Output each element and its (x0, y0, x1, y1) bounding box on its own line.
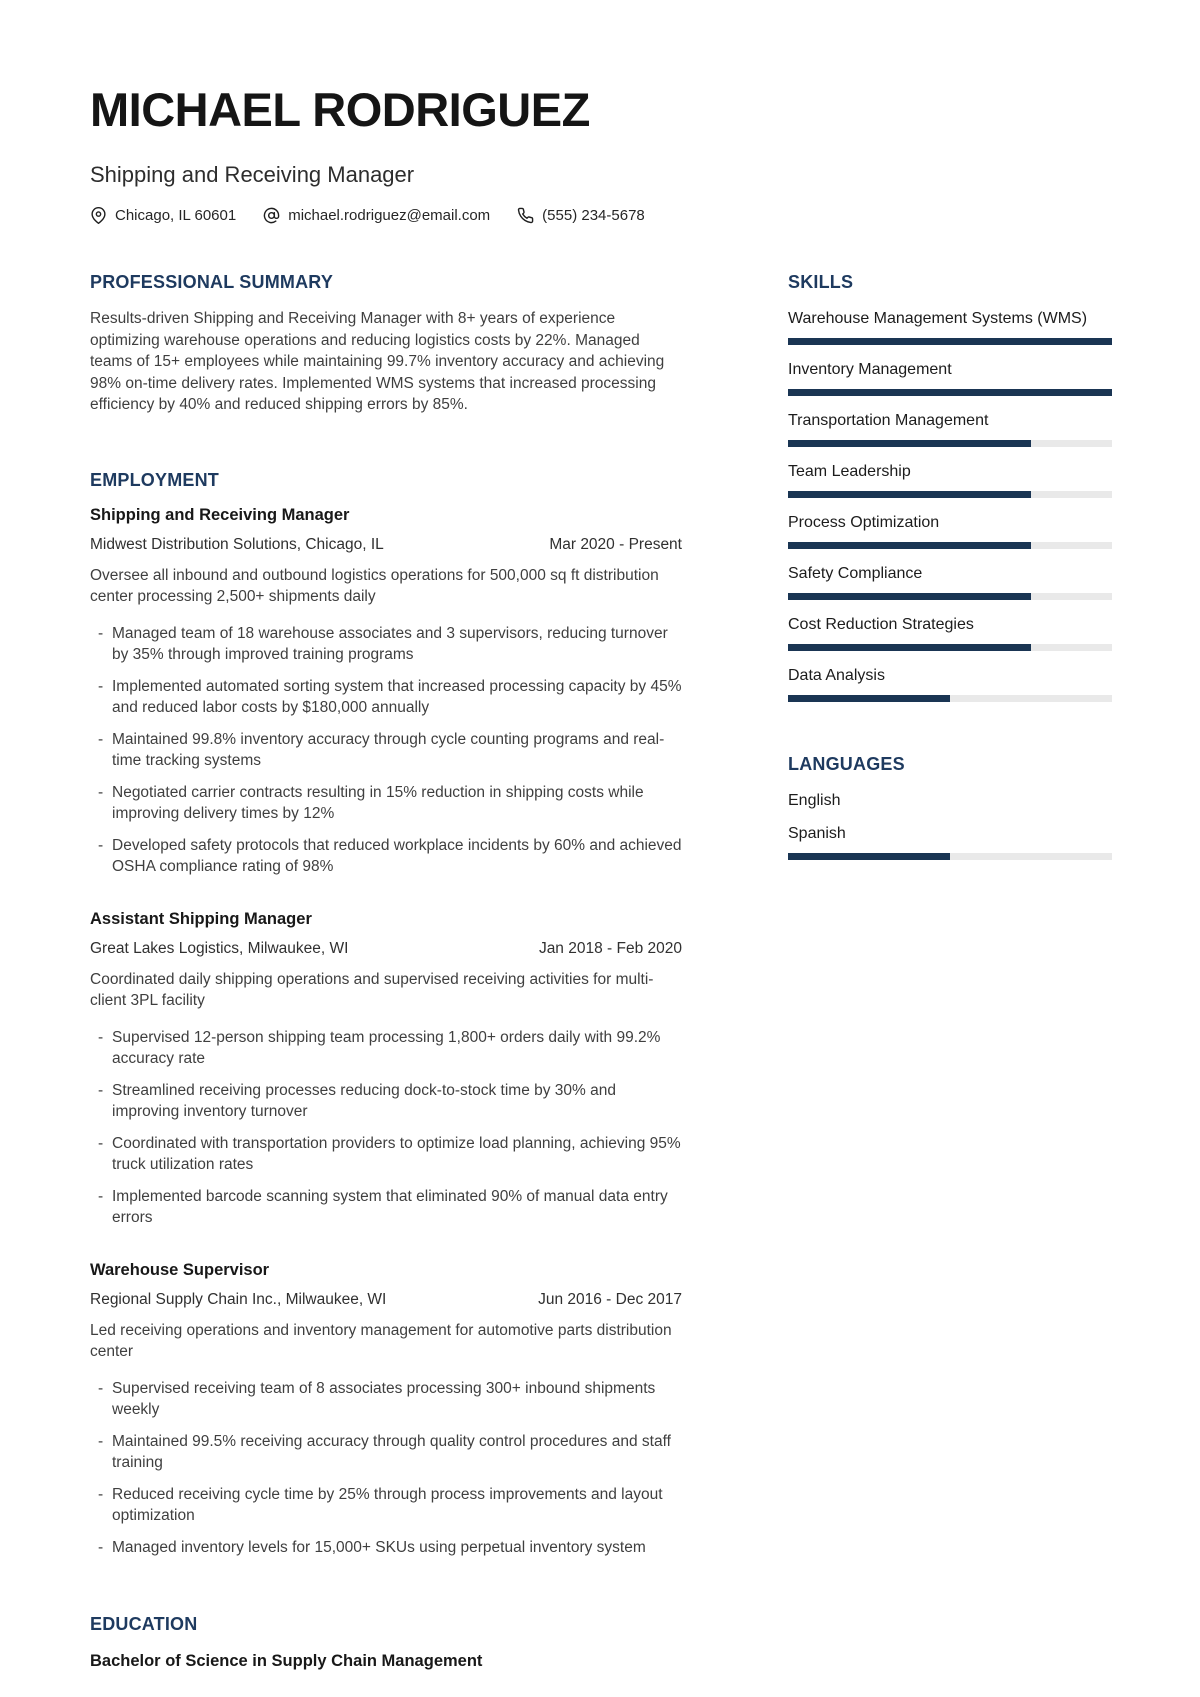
job-entry (90, 1261, 682, 1559)
skill-label: Transportation Management (788, 412, 989, 429)
summary-heading: PROFESSIONAL SUMMARY (90, 272, 334, 292)
skills-section (788, 272, 1112, 702)
bullet-item: - Negotiated carrier contracts resulting in 15% reduction in shipping costs while improving delivery times by 12% (90, 782, 682, 825)
bullet-item: - Streamlined receiving processes reducing dock-to-stock time by 30% and improving inventory turnover (90, 1080, 682, 1123)
contact-location (90, 207, 236, 224)
skill-item (788, 616, 1112, 651)
skill-item (788, 463, 1112, 498)
degree-title: Bachelor of Science in Supply Chain Management (90, 1652, 483, 1670)
skill-bar-track (788, 440, 1112, 447)
job-meta-row (90, 1291, 682, 1309)
language-label: English (788, 792, 841, 809)
skill-bar-track (788, 389, 1112, 396)
skill-bar-fill (788, 593, 1031, 600)
bullet-item: - Implemented barcode scanning system that eliminated 90% of manual data entry errors (90, 1186, 682, 1229)
email-text: michael.rodriguez@email.com (288, 207, 491, 224)
skill-label: Inventory Management (788, 361, 952, 378)
job-description: Led receiving operations and inventory management for automotive parts distribution center (90, 1321, 672, 1360)
bullet-item: - Reduced receiving cycle time by 25% through process improvements and layout optimization (90, 1484, 682, 1527)
job-dates: Mar 2020 - Present (549, 535, 682, 553)
bullet-item: - Implemented automated sorting system that increased processing capacity by 45% and reduced labor costs by $180,000 annually (90, 676, 682, 719)
location-pin-icon (90, 207, 107, 224)
skill-item (788, 514, 1112, 549)
employment-section (90, 470, 682, 1559)
language-item (788, 825, 1112, 860)
skill-bar-fill (788, 389, 1112, 396)
skill-item (788, 565, 1112, 600)
resume-header (90, 84, 1112, 224)
job-company: Regional Supply Chain Inc., Milwaukee, WI (90, 1290, 387, 1308)
job-meta-row (90, 536, 682, 554)
contact-phone (517, 207, 645, 224)
skill-bar-fill (788, 440, 1031, 447)
skill-bar-fill (788, 695, 950, 702)
content-columns (90, 272, 1112, 1671)
bullet-item: - Maintained 99.8% inventory accuracy through cycle counting programs and real-time tracking systems (90, 729, 682, 772)
job-title: Warehouse Supervisor (90, 1260, 270, 1279)
job-description: Oversee all inbound and outbound logistics operations for 500,000 sq ft distribution center processing 2,500+ shipments daily (90, 566, 659, 605)
job-meta-row (90, 940, 682, 958)
job-bullets (90, 623, 682, 878)
education-heading: EDUCATION (90, 1614, 198, 1634)
bullet-item: - Coordinated with transportation providers to optimize load planning, achieving 95% truck utilization rates (90, 1133, 682, 1176)
skill-bar-fill (788, 644, 1031, 651)
skill-label: Warehouse Management Systems (WMS) (788, 310, 1088, 327)
skills-heading: SKILLS (788, 272, 854, 292)
skill-item (788, 412, 1112, 447)
bullet-item: - Supervised 12-person shipping team processing 1,800+ orders daily with 99.2% accuracy rate (90, 1027, 682, 1070)
skill-bar-fill (788, 542, 1031, 549)
bullet-item: - Supervised receiving team of 8 associates processing 300+ inbound shipments weekly (90, 1378, 682, 1421)
bullet-item: - Managed inventory levels for 15,000+ SKUs using perpetual inventory system (90, 1537, 682, 1559)
job-entry (90, 910, 682, 1229)
contact-email (263, 207, 490, 224)
candidate-name: MICHAEL RODRIGUEZ (90, 83, 590, 136)
skill-bar-track (788, 542, 1112, 549)
skill-item (788, 310, 1112, 345)
summary-text: Results-driven Shipping and Receiving Manager with 8+ years of experience optimizing warehouse operations and reducing logistics costs by 22%. Managed teams of 15+ employees while maintaining 99.7% inventory accuracy and achieving 98% on-time delivery rates. Implemented WMS systems that increased processing efficiency by 40% and reduced shipping errors by 85%. (90, 310, 665, 413)
sidebar-column (788, 272, 1112, 875)
language-item (788, 792, 1112, 810)
job-company: Great Lakes Logistics, Milwaukee, WI (90, 939, 349, 957)
contact-row (90, 207, 1112, 224)
skill-bar-track (788, 491, 1112, 498)
job-entry (90, 506, 682, 878)
skill-label: Process Optimization (788, 514, 940, 531)
at-sign-icon (263, 207, 280, 224)
bullet-item: - Managed team of 18 warehouse associates and 3 supervisors, reducing turnover by 35% through improved training programs (90, 623, 682, 666)
skill-bar-fill (788, 491, 1031, 498)
skill-label: Data Analysis (788, 667, 885, 684)
job-description: Coordinated daily shipping operations and supervised receiving activities for multi-client 3PL facility (90, 970, 654, 1009)
main-column (90, 272, 682, 1671)
job-bullets (90, 1378, 682, 1559)
skill-bar-track (788, 695, 1112, 702)
skill-label: Cost Reduction Strategies (788, 616, 974, 633)
language-bar-fill (788, 853, 950, 860)
skill-item (788, 667, 1112, 702)
phone-text: (555) 234-5678 (542, 207, 645, 224)
languages-section (788, 754, 1112, 860)
summary-section (90, 272, 682, 416)
phone-icon (517, 207, 534, 224)
location-text: Chicago, IL 60601 (115, 207, 237, 224)
job-title: Shipping and Receiving Manager (90, 505, 350, 524)
job-company: Midwest Distribution Solutions, Chicago, IL (90, 535, 384, 553)
skill-bar-track (788, 644, 1112, 651)
language-label: Spanish (788, 825, 846, 842)
job-bullets (90, 1027, 682, 1229)
job-title: Assistant Shipping Manager (90, 909, 312, 928)
education-section (90, 1614, 682, 1671)
skill-bar-track (788, 593, 1112, 600)
language-bar-track (788, 853, 1112, 860)
employment-heading: EMPLOYMENT (90, 469, 220, 490)
job-dates: Jun 2016 - Dec 2017 (538, 1290, 682, 1308)
candidate-job-title: Shipping and Receiving Manager (90, 162, 415, 187)
skill-label: Safety Compliance (788, 565, 923, 582)
bullet-item: - Developed safety protocols that reduced workplace incidents by 60% and achieved OSHA compliance rating of 98% (90, 835, 682, 878)
skill-item (788, 361, 1112, 396)
languages-heading: LANGUAGES (788, 754, 905, 774)
bullet-item: - Maintained 99.5% receiving accuracy through quality control procedures and staff training (90, 1431, 682, 1474)
skill-bar-fill (788, 338, 1112, 345)
skill-label: Team Leadership (788, 463, 911, 480)
job-dates: Jan 2018 - Feb 2020 (538, 939, 682, 957)
skill-bar-track (788, 338, 1112, 345)
